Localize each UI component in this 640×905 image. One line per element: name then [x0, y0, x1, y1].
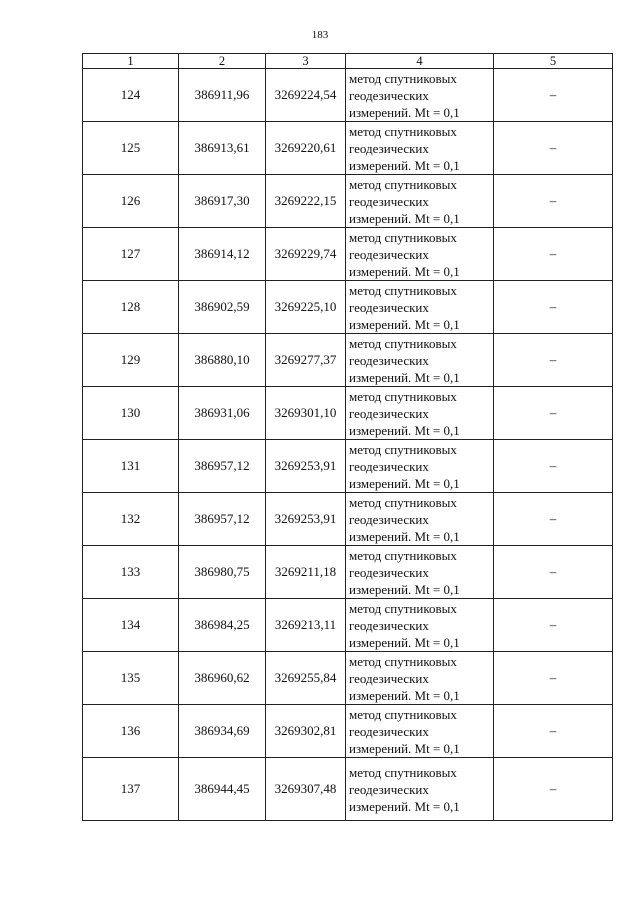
y-coordinate-cell: 3269253,91 [266, 493, 346, 546]
table-row [83, 440, 613, 493]
table-row [83, 281, 613, 334]
note-cell: – [494, 758, 613, 821]
method-line: геодезических [349, 405, 429, 421]
method-line: измерений. Mt = 0,1 [349, 157, 460, 173]
method-cell [346, 758, 494, 821]
note-cell: – [494, 69, 613, 122]
table-row [83, 758, 613, 821]
table-row [83, 334, 613, 387]
table-row [83, 387, 613, 440]
note-cell: – [494, 228, 613, 281]
method-cell [346, 334, 494, 387]
method-cell [346, 493, 494, 546]
method-line: метод спутниковых [349, 176, 457, 192]
x-coordinate-cell: 386880,10 [179, 334, 266, 387]
y-coordinate-cell: 3269301,10 [266, 387, 346, 440]
note-cell: – [494, 546, 613, 599]
method-line: геодезических [349, 670, 429, 686]
method-line: метод спутниковых [349, 441, 457, 457]
point-number-cell: 131 [83, 440, 179, 493]
note-cell: – [494, 122, 613, 175]
table-row [83, 546, 613, 599]
table-row [83, 175, 613, 228]
x-coordinate-cell: 386980,75 [179, 546, 266, 599]
method-line: измерений. Mt = 0,1 [349, 104, 460, 120]
point-number-cell: 124 [83, 69, 179, 122]
y-coordinate-cell: 3269307,48 [266, 758, 346, 821]
method-line: геодезических [349, 299, 429, 315]
note-cell: – [494, 705, 613, 758]
method-line: метод спутниковых [349, 282, 457, 298]
method-cell [346, 281, 494, 334]
y-coordinate-cell: 3269222,15 [266, 175, 346, 228]
method-line: геодезических [349, 511, 429, 527]
method-line: измерений. Mt = 0,1 [349, 798, 460, 814]
table-row [83, 122, 613, 175]
note-cell: – [494, 281, 613, 334]
x-coordinate-cell: 386902,59 [179, 281, 266, 334]
column-header-5: 5 [494, 54, 613, 69]
point-number-cell: 136 [83, 705, 179, 758]
method-line: метод спутниковых [349, 123, 457, 139]
table-body [83, 69, 613, 821]
method-line: метод спутниковых [349, 547, 457, 563]
note-cell: – [494, 599, 613, 652]
method-cell [346, 599, 494, 652]
note-cell: – [494, 493, 613, 546]
method-line: метод спутниковых [349, 706, 457, 722]
method-line: метод спутниковых [349, 388, 457, 404]
method-line: геодезических [349, 564, 429, 580]
method-cell [346, 122, 494, 175]
point-number-cell: 135 [83, 652, 179, 705]
point-number-cell: 132 [83, 493, 179, 546]
x-coordinate-cell: 386957,12 [179, 440, 266, 493]
table-row [83, 69, 613, 122]
method-line: геодезических [349, 723, 429, 739]
y-coordinate-cell: 3269225,10 [266, 281, 346, 334]
x-coordinate-cell: 386984,25 [179, 599, 266, 652]
x-coordinate-cell: 386913,61 [179, 122, 266, 175]
y-coordinate-cell: 3269229,74 [266, 228, 346, 281]
point-number-cell: 126 [83, 175, 179, 228]
y-coordinate-cell: 3269302,81 [266, 705, 346, 758]
method-line: метод спутниковых [349, 653, 457, 669]
y-coordinate-cell: 3269253,91 [266, 440, 346, 493]
y-coordinate-cell: 3269220,61 [266, 122, 346, 175]
note-cell: – [494, 387, 613, 440]
method-line: геодезических [349, 140, 429, 156]
y-coordinate-cell: 3269213,11 [266, 599, 346, 652]
y-coordinate-cell: 3269224,54 [266, 69, 346, 122]
method-line: измерений. Mt = 0,1 [349, 634, 460, 650]
coordinates-table [82, 53, 613, 821]
point-number-cell: 134 [83, 599, 179, 652]
method-cell [346, 546, 494, 599]
column-header-3: 3 [266, 54, 346, 69]
column-header-4: 4 [346, 54, 494, 69]
method-cell [346, 69, 494, 122]
y-coordinate-cell: 3269277,37 [266, 334, 346, 387]
method-line: геодезических [349, 87, 429, 103]
method-line: измерений. Mt = 0,1 [349, 528, 460, 544]
x-coordinate-cell: 386957,12 [179, 493, 266, 546]
y-coordinate-cell: 3269255,84 [266, 652, 346, 705]
method-line: измерений. Mt = 0,1 [349, 422, 460, 438]
table-row [83, 228, 613, 281]
table-row [83, 493, 613, 546]
method-line: измерений. Mt = 0,1 [349, 581, 460, 597]
point-number-cell: 130 [83, 387, 179, 440]
method-line: геодезических [349, 352, 429, 368]
table-row [83, 599, 613, 652]
method-line: метод спутниковых [349, 229, 457, 245]
x-coordinate-cell: 386911,96 [179, 69, 266, 122]
method-line: измерений. Mt = 0,1 [349, 210, 460, 226]
method-line: измерений. Mt = 0,1 [349, 740, 460, 756]
x-coordinate-cell: 386931,06 [179, 387, 266, 440]
note-cell: – [494, 334, 613, 387]
note-cell: – [494, 652, 613, 705]
point-number-cell: 129 [83, 334, 179, 387]
method-line: геодезических [349, 781, 429, 797]
method-cell [346, 440, 494, 493]
x-coordinate-cell: 386960,62 [179, 652, 266, 705]
method-line: геодезических [349, 458, 429, 474]
point-number-cell: 127 [83, 228, 179, 281]
table-header-row [83, 54, 613, 69]
column-header-2: 2 [179, 54, 266, 69]
method-cell [346, 228, 494, 281]
column-header-1: 1 [83, 54, 179, 69]
method-cell [346, 175, 494, 228]
point-number-cell: 137 [83, 758, 179, 821]
method-cell [346, 652, 494, 705]
table-row [83, 652, 613, 705]
method-line: измерений. Mt = 0,1 [349, 475, 460, 491]
method-line: измерений. Mt = 0,1 [349, 369, 460, 385]
method-line: метод спутниковых [349, 764, 457, 780]
method-line: геодезических [349, 246, 429, 262]
point-number-cell: 128 [83, 281, 179, 334]
method-line: геодезических [349, 193, 429, 209]
method-line: метод спутниковых [349, 335, 457, 351]
method-cell [346, 705, 494, 758]
method-line: метод спутниковых [349, 494, 457, 510]
point-number-cell: 125 [83, 122, 179, 175]
x-coordinate-cell: 386914,12 [179, 228, 266, 281]
method-line: геодезических [349, 617, 429, 633]
x-coordinate-cell: 386917,30 [179, 175, 266, 228]
x-coordinate-cell: 386944,45 [179, 758, 266, 821]
method-cell [346, 387, 494, 440]
table-row [83, 705, 613, 758]
point-number-cell: 133 [83, 546, 179, 599]
note-cell: – [494, 175, 613, 228]
page-number: 183 [311, 29, 329, 41]
x-coordinate-cell: 386934,69 [179, 705, 266, 758]
method-line: метод спутниковых [349, 70, 457, 86]
note-cell: – [494, 440, 613, 493]
method-line: метод спутниковых [349, 600, 457, 616]
y-coordinate-cell: 3269211,18 [266, 546, 346, 599]
method-line: измерений. Mt = 0,1 [349, 316, 460, 332]
method-line: измерений. Mt = 0,1 [349, 263, 460, 279]
method-line: измерений. Mt = 0,1 [349, 687, 460, 703]
